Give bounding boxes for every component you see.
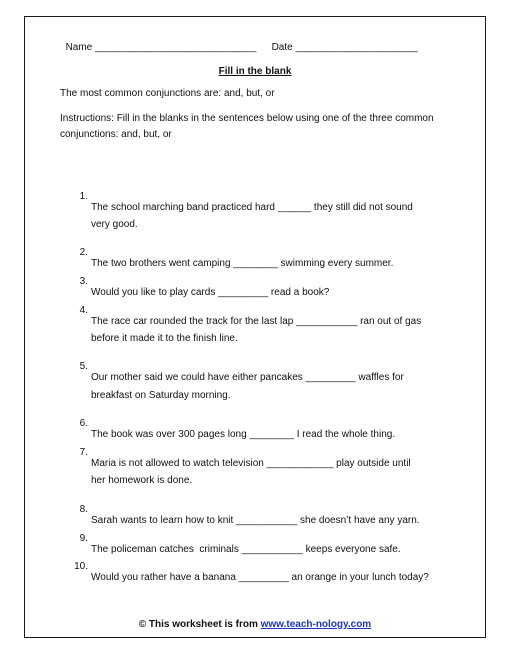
footer-credit — [0, 619, 510, 630]
footer-prefix: © This worksheet is from — [138, 619, 261, 630]
question-number: 9. — [79, 533, 88, 544]
question-text-continued: breakfast on Saturday morning. — [91, 390, 231, 401]
question-text-continued: her homework is done. — [91, 475, 193, 486]
question-number: 5. — [79, 361, 88, 372]
question-number: 2. — [79, 247, 88, 258]
question-item — [60, 550, 470, 594]
instructions-text: Instructions: Fill in the blanks in the sentences below using one of the three common conjunctions: and, but, or — [60, 113, 434, 140]
question-number: 8. — [79, 504, 88, 515]
intro-text: The most common conjunctions are: and, but, or — [60, 88, 275, 99]
question-text: Our mother said we could have either pancakes _________ waffles for — [91, 372, 404, 383]
question-number: 10. — [74, 561, 88, 572]
question-text: The policeman catches criminals ___________ keeps everyone safe. — [91, 544, 401, 555]
question-number: 4. — [79, 305, 88, 316]
name-field — [60, 31, 256, 53]
question-text: The two brothers went camping ________ swimming every summer. — [91, 258, 394, 269]
question-text-continued: very good. — [91, 219, 138, 230]
question-number: 3. — [79, 276, 88, 287]
question-text-continued: before it made it to the finish line. — [91, 333, 238, 344]
question-text: Maria is not allowed to watch television ____________ play outside until — [91, 458, 411, 469]
name-label: Name _____________________________ — [65, 42, 257, 53]
question-text: Would you rather have a banana _________ an orange in your lunch today? — [91, 572, 429, 583]
date-label: Date ______________________ — [271, 42, 418, 53]
question-text: Would you like to play cards _________ read a book? — [91, 287, 330, 298]
question-number: 7. — [79, 447, 88, 458]
question-text: The school marching band practiced hard ______ they still did not sound — [91, 202, 413, 213]
question-number: 1. — [79, 191, 88, 202]
question-text: The race car rounded the track for the last lap ___________ ran out of gas — [91, 316, 422, 327]
date-field — [266, 31, 418, 53]
question-number: 6. — [79, 418, 88, 429]
worksheet-title: Fill in the blank — [218, 66, 292, 77]
question-text: Sarah wants to learn how to knit ___________ she doesn’t have any yarn. — [91, 515, 420, 526]
question-text: The book was over 300 pages long ________ I read the whole thing. — [91, 429, 396, 440]
teach-nology-link[interactable]: www.teach-nology.com — [260, 619, 372, 630]
